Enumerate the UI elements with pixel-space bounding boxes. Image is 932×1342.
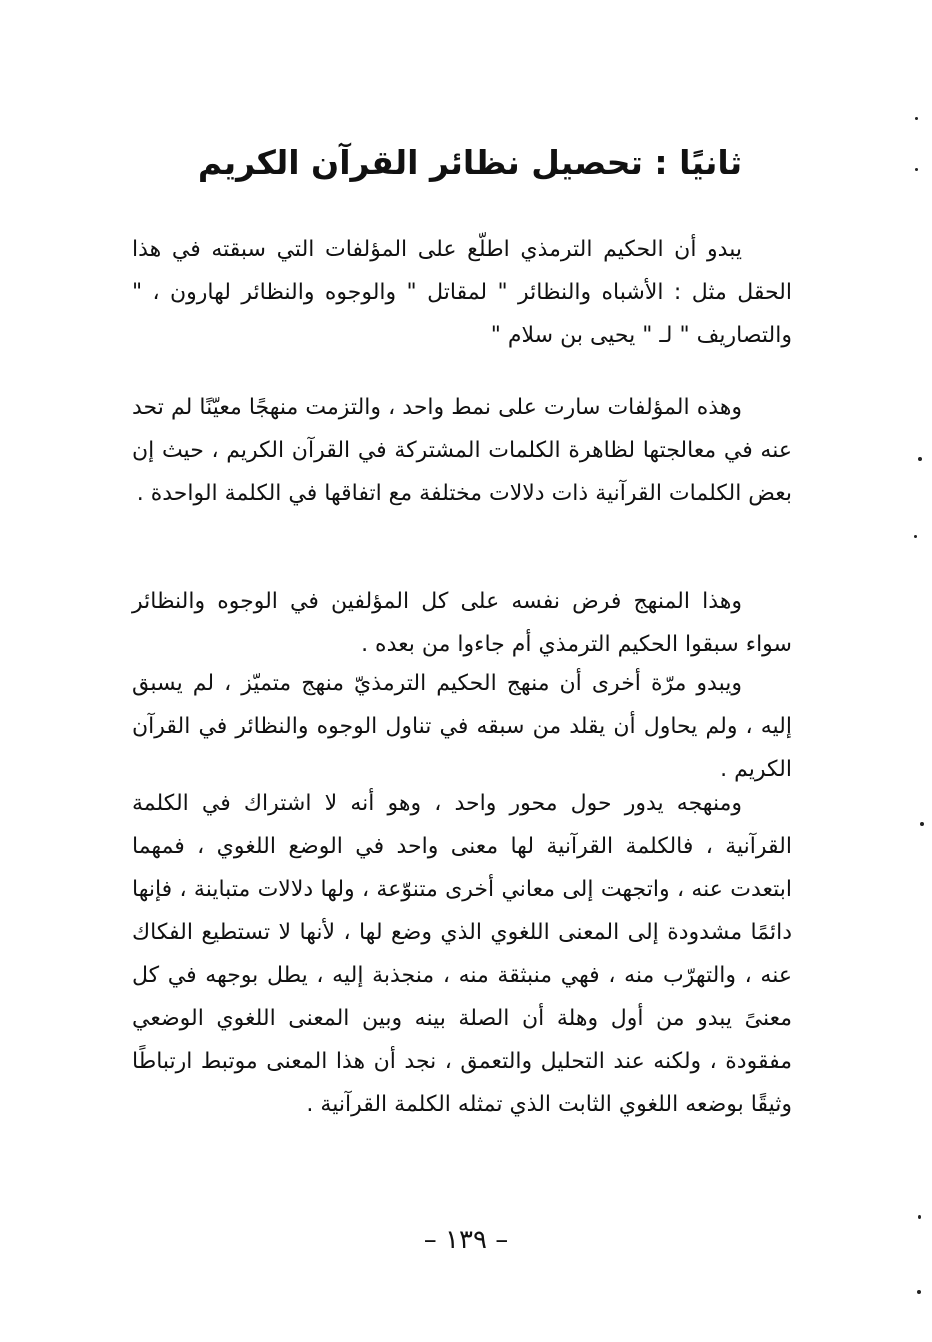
scan-speck [918,457,922,461]
paragraph-3-text: وهذا المنهج فرض نفسه على كل المؤلفين في الوجوه والنظائر سواء سبقوا الحكيم الترمذي أم جاءوا من بعده . [132,589,792,657]
scan-speck [914,535,917,538]
page-number: – ١٣٩ – [423,1225,509,1255]
paragraph-2-text: وهذه المؤلفات سارت على نمط واحد ، والتزمت منهجًا معيّنًا لم تحد عنه في معالجتها لظاهرة الكلمات المشتركة في القرآن الكريم ، حيث إن بعض الكلمات القرآنية ذات دلالات مختلفة مع اتفاقها في الكلمة الواحدة . [132,395,792,506]
paragraph-5-text: ومنهجه يدور حول محور واحد ، وهو أنه لا اشتراك في الكلمة القرآنية ، فالكلمة القرآنية لها معنى واحد في الوضع اللغوي ، فمهما ابتعدت عنه ، واتجهت إلى معاني أخرى متنوّعة ، ولها دلالات متباينة ، فإنها دائمًا مشدودة إلى المعنى اللغوي الذي وضع لها ، لأنها لا تستطيع الفكاك عنه ، والتهرّب منه ، فهي منبثقة منه ، منجذبة إليه ، يطل بوجهه في كل معنىً يبدو من أول وهلة أن الصلة بينه وبين المعنى اللغوي الوضعي مفقودة ، ولكنه عند التحليل والتعمق ، نجد أن هذا المعنى موتبط ارتباطًا وثيقًا بوضعه اللغوي الثابت الذي تمثله الكلمة القرآنية . [132,791,792,1117]
scan-speck [918,1215,921,1219]
paragraph-5 [132,782,792,1126]
section-title: ثانيًا : تحصيل نظائر القرآن الكريم [197,143,743,182]
paragraph-4-text: ويبدو مرّة أخرى أن منهج الحكيم الترمذيّ منهج متميّز ، لم يسبق إليه ، ولم يحاول أن يقلد من سبقه في تناول الوجوه والنظائر في القرآن الكريم . [132,671,792,782]
scan-speck [915,117,918,120]
scan-speck [917,1290,921,1294]
paragraph-4 [132,662,792,791]
paragraph-1 [132,228,792,357]
scan-speck [915,168,918,171]
paragraph-2 [132,386,792,515]
paragraph-1-text: يبدو أن الحكيم الترمذي اطلّع على المؤلفات التي سبقته في هذا الحقل مثل : الأشباه والنظائر " لمقاتل " والوجوه والنظائر لهارون ، " والتصاريف " لـ " يحيى بن سلام " [132,237,792,348]
paragraph-3 [132,580,792,666]
scan-speck [920,822,924,826]
